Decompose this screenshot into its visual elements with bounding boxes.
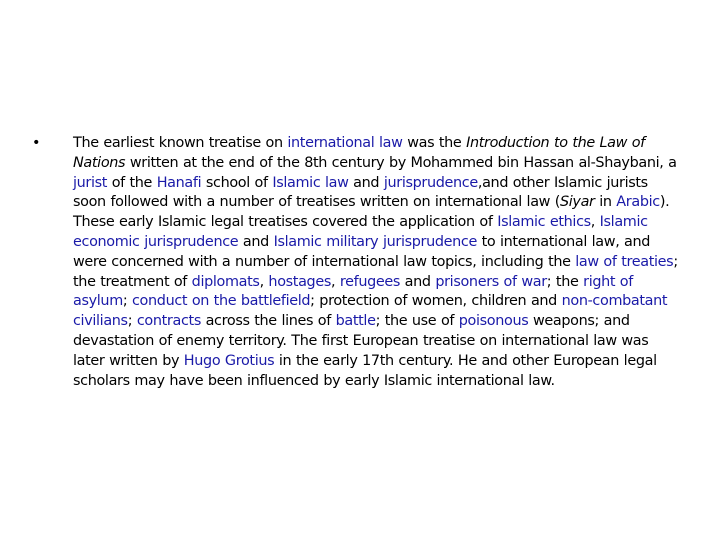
- italic-title-text: Siyar: [559, 194, 595, 211]
- paragraph-text: across the lines of: [200, 313, 336, 330]
- paragraph-text: of the: [107, 174, 157, 191]
- paragraph-text: and: [400, 273, 436, 290]
- paragraph-text: to international law, and were concerned with a number of international law topics, including the: [73, 233, 651, 270]
- link-battle[interactable]: battle: [335, 313, 376, 330]
- link-jurisprudence[interactable]: jurisprudence: [383, 174, 478, 191]
- paragraph-text: The earliest known treatise on: [73, 135, 288, 151]
- paragraph-text: ;: [127, 313, 137, 330]
- link-jurist[interactable]: jurist: [73, 174, 108, 191]
- link-poisonous[interactable]: poisonous: [458, 313, 529, 330]
- paragraph-text: ,: [259, 273, 269, 290]
- link-islamic-economic-jurisprudence[interactable]: Islamic economic jurisprudence: [73, 214, 648, 250]
- link-law-of-treaties[interactable]: law of treaties: [575, 253, 674, 270]
- paragraph-text: and: [348, 174, 384, 191]
- paragraph-text: ;: [122, 293, 132, 310]
- bullet-icon: •: [32, 135, 41, 151]
- bullet-list: [32, 134, 682, 391]
- paragraph-text: ; the: [546, 273, 584, 290]
- link-right-of-asylum[interactable]: right of asylum: [73, 273, 633, 310]
- paragraph-text: ; the use of: [375, 313, 459, 330]
- paragraph-text: ; the treatment of: [73, 253, 678, 290]
- paragraph-text: ,: [331, 273, 340, 290]
- paragraph-body: [73, 135, 678, 389]
- link-conduct-on-the-battlefield[interactable]: conduct on the battlefield: [132, 293, 311, 310]
- paragraph-text: ; protection of women, children and: [310, 293, 562, 310]
- bullet-paragraph: [32, 134, 682, 391]
- link-international-law[interactable]: international law: [287, 135, 403, 151]
- link-islamic-military-jurisprudence[interactable]: Islamic military jurisprudence: [273, 233, 477, 250]
- link-diplomats[interactable]: diplomats: [191, 273, 260, 290]
- italic-title-text: Introduction to the Law of Nations: [73, 135, 645, 171]
- link-refugees[interactable]: refugees: [339, 273, 401, 290]
- link-hanafi[interactable]: Hanafi: [156, 174, 202, 191]
- paragraph-text: and: [238, 233, 274, 250]
- paragraph-text: in: [594, 194, 617, 211]
- link-hostages[interactable]: hostages: [268, 273, 331, 290]
- paragraph-text: in the early 17th century. He and other European legal scholars may have been influenced by early Islamic international law.: [73, 352, 657, 389]
- paragraph-text: written at the end of the 8th century by Mohammed bin Hassan al-Shaybani, a: [125, 154, 677, 171]
- link-non-combatant-civilians[interactable]: non-combatant civilians: [73, 293, 668, 330]
- link-contracts[interactable]: contracts: [136, 313, 201, 330]
- link-islamic-ethics[interactable]: Islamic ethics: [497, 214, 591, 231]
- paragraph-text: ,and other Islamic jurists soon followed with a number of treatises written on international law (: [73, 174, 648, 211]
- paragraph-text: ). These early Islamic legal treatises covered the application of: [73, 194, 670, 231]
- paragraph-text: was the: [402, 135, 467, 151]
- link-islamic-law[interactable]: Islamic law: [272, 174, 349, 191]
- paragraph-text: ,: [590, 214, 600, 231]
- paragraph-text: weapons; and devastation of enemy territory. The first European treatise on international law was later written by: [73, 313, 649, 369]
- link-prisoners-of-war[interactable]: prisoners of war: [435, 273, 547, 290]
- link-hugo-grotius[interactable]: Hugo Grotius: [183, 352, 275, 369]
- link-arabic[interactable]: Arabic: [616, 194, 660, 211]
- paragraph-text: school of: [201, 174, 273, 191]
